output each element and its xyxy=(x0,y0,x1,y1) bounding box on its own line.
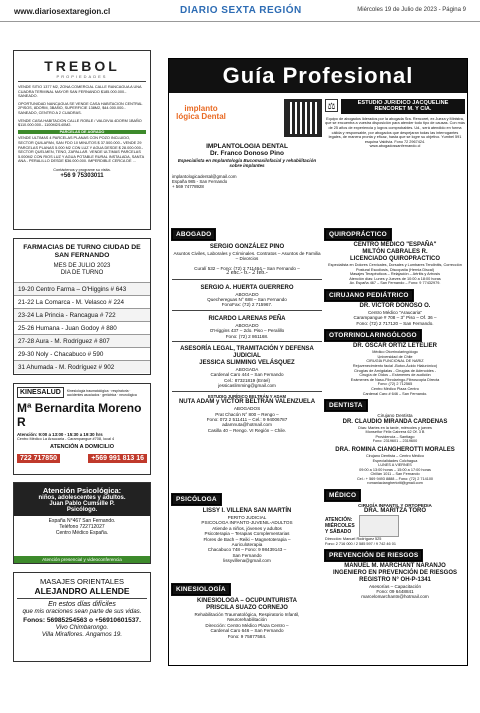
farmacia-row: 23-24 La Princia - Rancagua # 722 xyxy=(14,308,150,321)
page-header xyxy=(0,0,480,22)
psicologia-ad xyxy=(13,482,151,564)
psicologa-name: LISSY I. VILLENA SAN MARTÍN xyxy=(202,508,292,514)
trebol-logo: TREBOL xyxy=(44,58,120,74)
otorrino-line: CIRUGÍA FUNCIONAL DE NARIZ xyxy=(366,359,424,364)
otorrino-line: Cirugías de Amígdalas - Cirugías de Adenoides - xyxy=(353,368,437,373)
masajes-name: ALEJANDRO ALLENDE xyxy=(34,586,130,596)
kinesalud-phone-1[interactable]: 722 717850 xyxy=(17,454,60,463)
kine-name: PRISCILA SUAZO CORNEJO xyxy=(206,605,288,611)
abogado-1-address: Curalí 532 – Fono: (72) 2 711464 – San Fernando – xyxy=(194,265,300,271)
trebol-tagline: PROPIEDADES xyxy=(56,74,108,79)
otorrino-phone[interactable]: Fono: (72) 2 712565 xyxy=(377,382,413,387)
prevencion-name: MANUEL M. MARCHANT NARANJO xyxy=(344,562,446,569)
abogado-4-address: Cardenal Caro 444 – San Fernando xyxy=(210,372,284,378)
kinesalud-desc: Kinesiología traumatológica · respiratoria · accidentes asociados · geriátrica · neurológica xyxy=(66,388,137,397)
section-medico: MÉDICO xyxy=(325,490,360,501)
otorrino-line: Centro Médico Plaza Centro xyxy=(371,386,419,391)
abogado-3-phone[interactable]: Fono: (72) 2 861168. xyxy=(225,333,269,339)
kinesalud-phone-2[interactable]: +569 991 813 16 xyxy=(88,454,147,463)
farmacia-row: 27-28 Aura - M. Rodríguez # 807 xyxy=(14,334,150,347)
quiro-title: LICENCIADO QUIROPRACTICO xyxy=(350,256,440,262)
publication-title: DIARIO SEXTA REGIÓN xyxy=(180,5,302,16)
masajes-line-2: que mis oraciones sean parte de sus vidas. xyxy=(22,608,142,615)
trebol-phone[interactable]: +56 9 75303011 xyxy=(60,172,104,179)
dentista-1-line: Monseñor Félix Cabrera 62 Of. 3 B xyxy=(365,430,425,435)
otorrino-line: Cirugía de Oídos – Exámenes de audición xyxy=(359,373,431,378)
juridico-title: ESTUDIO JURIDICO JACQUELINE RENCORET M. Y CIA. xyxy=(341,99,465,114)
implanto-phone[interactable]: + 569 74778928 xyxy=(172,184,204,190)
kinesalud-address: Centro Médico La Araucaria - Carampangue #708, local 4 xyxy=(17,437,115,442)
psicologa-line: PERITO JUDICIAL xyxy=(227,515,267,520)
section-otorrino: OTORRINOLARINGÓLOGO xyxy=(325,330,421,341)
psicologa-line: San Fernando xyxy=(232,552,262,558)
farmacias-month: MES DE JULIO 2023 xyxy=(53,263,111,269)
abogado-2-name: SERGIO A. HUERTA GUERRERO xyxy=(200,284,294,291)
section-dentista: DENTISTA xyxy=(325,400,367,411)
quiro-hours: Atención días: Lunes y Jueves de 10:00 a 18:00 horas xyxy=(349,276,441,281)
abogado-1-specialties: Asuntos Civiles, Laborales y Criminales. Contratos – Asuntos de Familia – Divorcios xyxy=(173,251,321,262)
otorrino-line: Exámenes de Naso-Fibrolaringo-Fibroscopia Directa xyxy=(350,377,440,382)
dentista-2-email[interactable]: romaniacianghertotti@gmail.com xyxy=(367,481,423,486)
juridico-body: Equipo de abogados liderados por la abogada Sra. Rencoret, ex Jueza y Ministra, que se encuentra a vuestra disposición para atender todo tipo de causas. Con más de 25 años de experiencia y logros comprobables. Ud., será atendido en forma cálida y responsable, por abogados que despejaran todas las interrogantes legales, de manera pronta y eficaz, hasta que se logre su objetivo. Yumbel 591 esquina Valdivia. Fono 72 2967424. xyxy=(325,116,465,144)
psicologia-footer: Atención presencial y videoconferencia xyxy=(14,556,150,563)
abogado-1-note: 2 enc.- b.- 2 feb.- xyxy=(226,270,268,277)
psicologia-phone[interactable]: Teléfono 722712027 xyxy=(59,524,105,531)
abogado-5-address: Prat Chacón N° 800 – Rengo – xyxy=(215,411,279,417)
kinesalud-name: Mª Bernardita Moreno R xyxy=(17,401,142,429)
trebol-contact: Contáctenos y programe su visita. xyxy=(53,167,111,172)
abogado-3-title: ABOGADO xyxy=(235,322,259,328)
section-quiropractico: QUIROPRÁCTICO xyxy=(325,229,391,240)
medico-day-1: MIÉRCOLES xyxy=(325,523,355,530)
dentista-1-line: Días: Martes en la tarde, miércoles y jueves xyxy=(358,425,432,430)
psicologia-center: Centro Médico España. xyxy=(55,530,109,537)
prevencion-phone[interactable]: Fono: 09 6448841 xyxy=(376,589,414,595)
kine-line: Rehabilitación Traumatológica, Respiratorio Infantil, xyxy=(194,612,300,617)
psicologa-phone[interactable]: Chacabuco 748 – Fono: 9 98439143 – xyxy=(207,547,287,553)
trebol-offer-3: VENDE CASA HABITACION CALLE ROBLE / VALDIVIA 4DORM 1BAÑO $110.000.000.- 1100M2/140M2. xyxy=(18,118,142,128)
abogado-5-heading: ESTUDIO JURÍDICO BELTRÁN Y ADAM xyxy=(207,393,287,399)
medico-attention-label: ATENCIÓN: xyxy=(325,517,353,524)
masajes-phones[interactable]: Fonos: 56985254563 o +56910601537. xyxy=(23,617,141,624)
psicologia-audience: niños, adolescentes y adultos. xyxy=(38,495,126,501)
masajes-title: MASAJES ORIENTALES xyxy=(39,577,125,586)
otorrino-name: DR. ÓSCAR ORTIZ LETELIER xyxy=(353,343,437,350)
kinesalud-logo: KINESALUD xyxy=(17,387,64,398)
psicologia-name: Juan Pablo Cumsille P. xyxy=(49,501,115,507)
psicologa-line: Flores de Bach – Reiki – Magnetoterapia – xyxy=(203,536,291,542)
medico-name: DRA. MARITZA TORO xyxy=(364,508,426,515)
abogado-5-title: ABOGADOS xyxy=(233,406,261,412)
implanto-logo: implanto lógica Dental xyxy=(176,104,226,121)
guia-title: Guía Profesional xyxy=(169,59,467,93)
farmacia-row: 29-30 Noly - Chacabuco # 590 xyxy=(14,347,150,360)
dentista-2-line: LUNES A VIERNES xyxy=(378,463,412,468)
implanto-title: IMPLANTOLOGIA DENTAL xyxy=(206,143,288,150)
quiro-center: CENTRO MÉDICO "ESPAÑA" xyxy=(353,242,437,248)
scales-icon: ⚖ xyxy=(325,99,338,112)
trebol-band: PARCELAS DE AGRADO xyxy=(18,130,146,135)
implanto-address: España 985 - San Fernando xyxy=(172,179,228,185)
implanto-ad xyxy=(172,99,322,244)
kine-line: Dirección: Centro Médico Plaza Centro – xyxy=(205,622,289,628)
ciruj-center: Centro Médico "Araucaria" xyxy=(367,309,423,315)
guia-profesional xyxy=(168,58,468,666)
quiro-address: Av. España 467 – San Fernando – Fono: 9 77432979. xyxy=(349,281,441,286)
abogado-4-phone[interactable]: Cel.: 87321819 (Entel) xyxy=(224,377,270,383)
abogado-4-name: JESSICA SLIMMING VELÁSQUEZ xyxy=(199,360,295,367)
masajes-address: Villa Miraflores. Angamos 19. xyxy=(41,631,123,638)
medico-specialty: CIRUGÍA INFANTIL Y ORTOPEDIA xyxy=(358,503,432,509)
otorrino-line: Universidad de Chile xyxy=(377,354,413,359)
psicologa-email[interactable]: lissyvillena@gmail.com xyxy=(223,558,271,564)
prevencion-registry: REGISTRO N° OH-P-1341 xyxy=(359,576,431,583)
dentista-2-line: Cirujano Dentista – Centro Médico xyxy=(365,453,425,458)
masajes-city: Vivo Chimbarongo. xyxy=(55,624,109,631)
farmacias-table xyxy=(13,238,151,375)
abogado-4-heading: ASESORÍA LEGAL, TRAMITACIÓN Y DEFENSA JUDICIAL xyxy=(180,346,314,360)
psicologa-line: Auriculoterapia xyxy=(231,542,263,548)
psicologa-line: Psicoterapia – Terapias Complementarias xyxy=(204,531,290,537)
psicologa-line: PSICOLOGA INFANTO-JUVENIL-ADULTOS xyxy=(201,520,293,526)
ciruj-phone[interactable]: Fono: (72) 2 717120 – San Fernando. xyxy=(356,320,434,326)
psicologia-role: Psicólogo. xyxy=(66,507,98,513)
implanto-email[interactable]: implantologicadental@gmail.com xyxy=(172,173,237,179)
farmacia-row: 19-20 Centro Farma – O'Higgins # 643 xyxy=(14,282,150,295)
quiro-desc-2: Masajes Terapéuticos – Relajación – Artritis y Artrosis xyxy=(349,272,441,277)
otorrino-line: Médico Otorrinolaringólogo xyxy=(372,350,418,355)
abogado-3-name: RICARDO LARENAS PEÑA xyxy=(208,315,286,322)
prevencion-email[interactable]: marcelomarchantn@hotmail.com xyxy=(361,594,429,600)
farmacias-subtitle: DIA DE TURNO xyxy=(60,270,104,276)
abogado-4-email[interactable]: jessicaslimming@gmail.com xyxy=(218,383,276,389)
masajes-ad xyxy=(13,572,151,662)
medico-address: Dirección: Manuel Rodríguez 525 xyxy=(325,537,382,542)
quiro-name: MILTÓN CABRALES R. xyxy=(362,249,428,255)
abogado-5-casilla: Casilla 40 – Rengo. VI Región – Chile. xyxy=(207,427,287,433)
dentista-heading: Cirujano Dentista xyxy=(377,413,413,419)
dentista-1-line: Providencia – Santiago xyxy=(375,434,415,439)
dentista-1-phone[interactable]: Fono: 2319601 – 2319600 xyxy=(372,439,418,444)
child-illustration-icon xyxy=(359,515,399,537)
section-psicologa: PSICÓLOGA xyxy=(172,494,221,505)
page-date: Miércoles 19 de Julio de 2023 - Página 9 xyxy=(357,7,466,13)
trebol-ad xyxy=(13,50,151,230)
trebol-offer-1: VENDE SITIO 1377 M2, ZONA COMERCIAL CALLE RANCAGUA A UNA CUADRA TERMINAL MAYOR SAN FERNANDO $185.000.000.- SANEADO. xyxy=(18,85,142,99)
implanto-specialty: Especialista en Implantología Bucomaxilofacial y rehabilitación sobre implantes xyxy=(177,158,317,169)
dentista-1-name: DR. CLAUDIO MIRANDA CARDENAS xyxy=(342,418,448,425)
farmacia-row: 21-22 La Comarca - M. Velasco # 224 xyxy=(14,295,150,308)
ciruj-name: DR. VÍCTOR DONOSO O. xyxy=(359,302,431,309)
psicologia-title: Atención Psicológica: xyxy=(42,486,122,495)
implanto-doctor: Dr. Franco Donoso Pino xyxy=(209,150,285,157)
kine-phone[interactable]: Fono: 9 75877584. xyxy=(227,633,267,639)
prevencion-line: Asesorías – Capacitación xyxy=(368,583,422,589)
trebol-offer-4: VENDE ULTIMAS 4 PARCELAS PLANAS CON POZO INCLUIDO, SECTOR QUILAPAN, SAN FDO 10 MINUTOS $ 37.500.000.- VENDE 29 PARCELAS PLANAS 5.000 M2 CON LUZ Y AGUA DESDE $ 28.000.000.- SECTOR QUELMEN, TENO, ZAPALLAR. VENDE ULTIMAS PARCELAS 5.000M2 CON RIOS LUZ Y AGUA POTABLE RURAL INSTALADA, SANTA ANA - PERALILLO DESDE $36.000.000. IMPERDIBLE CERCA DE ... xyxy=(18,136,144,164)
dentista-2-line: 09:00 a 13:00 horas – 15:00 a 17:00 horas xyxy=(359,467,431,472)
abogado-1-name: SERGIO GONZÁLEZ PINO xyxy=(209,244,285,250)
kine-line: Neurorehabilitación xyxy=(227,617,267,623)
trebol-offer-2: OPORTUNIDAD NANCAGUA SE VENDE CASA HABITACION CENTRAL 2PISOS, 8DORM, 3BAÑO, SUPERFICIE 138M2, $44.000.000.- SANEADO, CENTRO A 2 CUADRAS. xyxy=(18,101,143,115)
juridico-ad xyxy=(325,99,465,225)
kine-title: KINESIOLOGA – OCUPUNTURISTA xyxy=(196,598,297,604)
section-kinesiologia: KINESIOLOGÍA xyxy=(172,584,230,595)
medico-day-2: Y SÁBADO xyxy=(325,529,352,536)
qr-code-icon[interactable] xyxy=(284,99,322,137)
abogado-4-title: ABOGADA xyxy=(235,367,259,373)
abogado-2-phone[interactable]: FonoFax: (72) 2 715967. xyxy=(221,302,273,308)
abogado-2-address: Quechereguas N° 688 – San Fernando xyxy=(207,297,287,303)
abogado-2-title: ABOGADO xyxy=(235,291,259,297)
dentista-2-name: DRA. ROMINA CIANGHEROTTI MORALES xyxy=(335,446,455,453)
farmacia-row: 31 Ahumada - M. Rodríguez # 902 xyxy=(14,360,150,373)
otorrino-line: Cardenal Caro # 646 – San Fernando. xyxy=(362,391,428,396)
farmacias-title: FARMACIAS DE TURNO CIUDAD DE SAN FERNANDO xyxy=(23,244,141,259)
farmacia-row: 25-26 Humana - Juan Godoy # 880 xyxy=(14,321,150,334)
abogado-5-phone[interactable]: Fono: 072 2 511411 – Cel.: 9 94006787 xyxy=(206,416,288,422)
dentista-2-line: Chillán 1011 – San Fernando xyxy=(370,472,420,477)
ciruj-address: Carampangue # 708 – 3° Piso – Of. 36 – xyxy=(353,315,437,321)
section-cirujano: CIRUJANO PEDIÁTRICO xyxy=(325,290,413,301)
dentista-2-phone[interactable]: Cel.: + 569 9493 8888 – Fono: (72) 2 714100 xyxy=(356,476,434,481)
site-url[interactable]: www.diariosextaregion.cl xyxy=(14,7,111,16)
psicologia-address: España N°467 San Fernando. xyxy=(48,518,116,524)
abogado-5-email[interactable]: adamnuta@hotmail.com xyxy=(222,422,272,428)
abogado-3-address: O'Higgins 437 – 2do. Piso – Peralillo xyxy=(209,328,285,334)
kinesalud-ad xyxy=(13,383,151,475)
quiro-desc: Especialista en Dolores Cervicales, Dorsales y Lumbares Tendinitis, Corrección Postural Escoliosis, Discopatía (Hernia Discal) xyxy=(328,263,462,272)
medico-phone[interactable]: Fono: 2 716 000 / 2 585 597 / 9 742 46 01 xyxy=(325,542,396,547)
section-abogado: ABOGADO xyxy=(172,229,215,240)
section-prevencion: PREVENCIÓN DE RIESGOS xyxy=(325,550,422,561)
otorrino-line: Rejuvenecimiento facial -Botox-Ácido Hialurónico) xyxy=(352,363,438,368)
kine-line: Cardenal Caro 646 – San Fernando xyxy=(210,628,284,634)
dentista-2-line: Especialidades Colchagua xyxy=(372,458,418,463)
abogado-5-name: NUTA ADAM y VÍCTOR BELTRÁN VALENZUELA xyxy=(178,399,316,406)
psicologa-line: Atiende a niños, jóvenes y adultos xyxy=(212,525,282,531)
kinesalud-note: ATENCIÓN A DOMICILIO xyxy=(50,443,114,450)
prevencion-title: INGENIERO EN PREVENCIÓN DE RIESGOS xyxy=(332,569,458,576)
masajes-line-1: En estos días difíciles xyxy=(48,601,116,608)
kinesalud-hours: Atención: 9:00 a 13:00 - 15:30 a 19:30 hrs xyxy=(17,432,103,437)
juridico-web[interactable]: www.abogadossanfernando.cl xyxy=(369,144,421,149)
